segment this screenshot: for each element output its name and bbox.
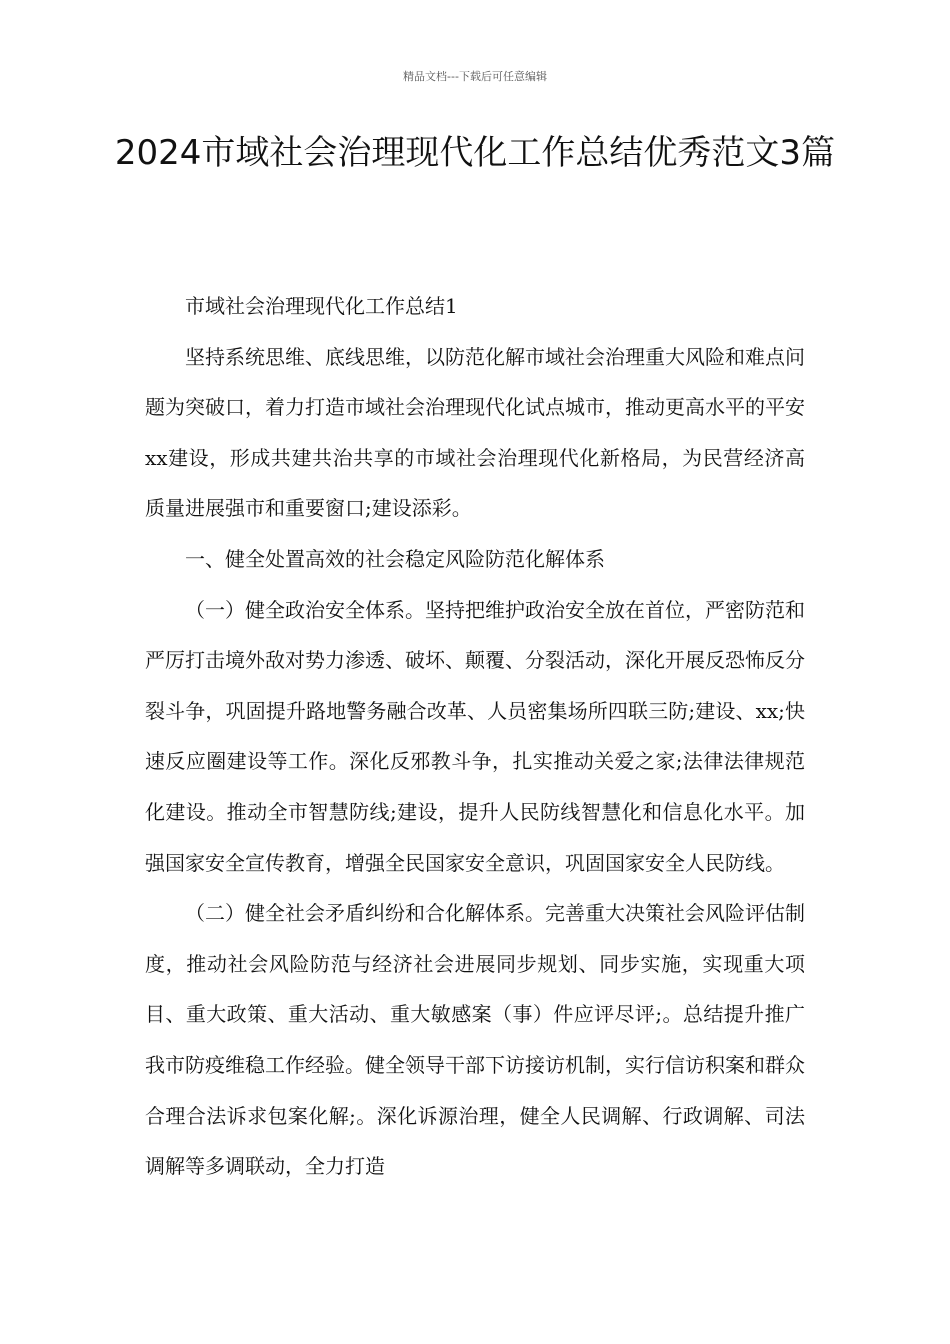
header-note: 精品文档---下载后可任意编辑 [403,70,547,83]
document-title: 2024市域社会治理现代化工作总结优秀范文3篇 [114,133,836,173]
section-heading: 一、健全处置高效的社会稳定风险防范化解体系 [185,546,605,571]
body-paragraph: （二）健全社会矛盾纠纷和合化解体系。完善重大决策社会风险评估制度，推动社会风险防范与经济社会进展同步规划、同步实施，实现重大项目、重大政策、重大活动、重大敏感案（事）件应评尽评;。总结提升推广我市防疫维稳工作经验。健全领导干部下访接访机制，实行信访积案和群众合理合法诉求包案化解;。深化诉源治理，健全人民调解、行政调解、司法调解等多调联动，全力打造 [145,901,805,1179]
document-body [145,281,805,1192]
body-paragraph: （一）健全政治安全体系。坚持把维护政治安全放在首位，严密防范和严厉打击境外敌对势力渗透、破坏、颠覆、分裂活动，深化开展反恐怖反分裂斗争，巩固提升路地警务融合改革、人员密集场所四联三防;建设、xx;快速反应圈建设等工作。深化反邪教斗争，扎实推动关爱之家;法律法律规范化建设。推动全市智慧防线;建设，提升人民防线智慧化和信息化水平。加强国家安全宣传教育，增强全民国家安全意识，巩固国家安全人民防线。 [145,597,805,875]
body-paragraph: 坚持系统思维、底线思维，以防范化解市域社会治理重大风险和难点问题为突破口，着力打造市域社会治理现代化试点城市，推动更高水平的平安xx建设，形成共建共治共享的市域社会治理现代化新格局，为民营经济高质量进展强市和重要窗口;建设添彩。 [145,344,805,521]
section-heading-summary-1: 市域社会治理现代化工作总结1 [185,294,458,318]
